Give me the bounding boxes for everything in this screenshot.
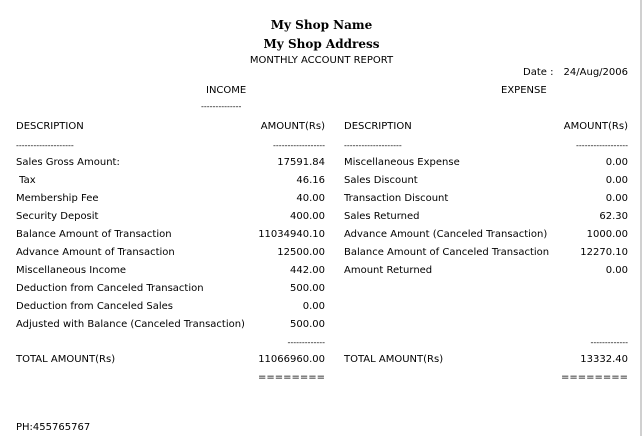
shop-address: My Shop Address	[263, 37, 380, 51]
expense-row-amount: 12270.10	[580, 247, 628, 258]
income-row-description: Miscellaneous Income	[16, 265, 127, 276]
income-total-label: TOTAL AMOUNT(Rs)	[16, 354, 116, 365]
total-equals-row	[0, 372, 643, 384]
income-row-description: Deduction from Canceled Transaction	[16, 283, 204, 294]
income-col-description: DESCRIPTION	[16, 121, 84, 132]
expense-amount-dash: ------------------	[576, 141, 628, 150]
income-row-amount: 500.00	[290, 319, 325, 330]
income-row-description: Membership Fee	[16, 193, 99, 204]
column-header-dash-row	[0, 140, 643, 152]
income-row-amount: 12500.00	[277, 247, 325, 258]
income-total-equals: ========	[257, 372, 325, 383]
table-row	[0, 319, 643, 331]
income-row-amount: 400.00	[290, 211, 325, 222]
footer-phone: PH:455765767	[16, 422, 91, 433]
shop-name: My Shop Name	[270, 18, 373, 32]
expense-row-description: Amount Returned	[344, 265, 433, 276]
expense-total-dash: -------------	[590, 338, 628, 347]
income-title: INCOME	[206, 85, 247, 96]
income-desc-dash: --------------------	[16, 141, 74, 150]
income-col-amount: AMOUNT(Rs)	[260, 121, 325, 132]
expense-row-description: Advance Amount (Canceled Transaction)	[344, 229, 548, 240]
income-row-amount: 11034940.10	[258, 229, 325, 240]
income-row-amount: 46.16	[296, 175, 325, 186]
table-row	[0, 283, 643, 295]
expense-row-amount: 0.00	[605, 265, 628, 276]
income-row-description: Deduction from Canceled Sales	[16, 301, 173, 312]
expense-row-description: Transaction Discount	[344, 193, 449, 204]
income-row-amount: 40.00	[296, 193, 325, 204]
income-row-description: Sales Gross Amount:	[16, 157, 120, 168]
table-row	[0, 247, 643, 259]
income-row-description: Balance Amount of Transaction	[16, 229, 172, 240]
expense-row-amount: 0.00	[605, 157, 628, 168]
income-amount-dash: ------------------	[273, 141, 325, 150]
page-edge-divider	[640, 0, 642, 436]
total-dash-row	[0, 337, 643, 349]
expense-col-description: DESCRIPTION	[344, 121, 412, 132]
table-row	[0, 229, 643, 241]
income-row-description: Adjusted with Balance (Canceled Transaction)	[16, 319, 245, 330]
income-row-amount: 500.00	[290, 283, 325, 294]
expense-row-amount: 0.00	[605, 193, 628, 204]
expense-total-label: TOTAL AMOUNT(Rs)	[344, 354, 444, 365]
table-row	[0, 265, 643, 277]
date-label: Date :	[523, 67, 554, 78]
table-row	[0, 175, 643, 187]
income-row-description: Advance Amount of Transaction	[16, 247, 175, 258]
expense-total-value: 13332.40	[580, 354, 628, 365]
expense-row-amount: 1000.00	[586, 229, 628, 240]
income-total-dash: -------------	[287, 338, 325, 347]
income-row-description: Tax	[16, 175, 36, 186]
expense-total-equals: ========	[560, 372, 628, 383]
income-title-underline: --------------	[201, 102, 242, 111]
income-row-amount: 442.00	[290, 265, 325, 276]
income-row-description: Security Deposit	[16, 211, 99, 222]
expense-row-description: Miscellaneous Expense	[344, 157, 460, 168]
income-row-amount: 0.00	[302, 301, 325, 312]
report-title: MONTHLY ACCOUNT REPORT	[249, 55, 394, 66]
expense-col-amount: AMOUNT(Rs)	[563, 121, 628, 132]
table-row	[0, 157, 643, 169]
expense-desc-dash: --------------------	[344, 141, 402, 150]
expense-row-description: Sales Discount	[344, 175, 418, 186]
table-row	[0, 193, 643, 205]
expense-row-description: Balance Amount of Canceled Transaction	[344, 247, 550, 258]
expense-row-description: Sales Returned	[344, 211, 420, 222]
expense-row-amount: 62.30	[599, 211, 628, 222]
income-total-value: 11066960.00	[258, 354, 325, 365]
column-header-row	[0, 121, 643, 133]
table-row	[0, 211, 643, 223]
total-row	[0, 354, 643, 366]
expense-row-amount: 0.00	[605, 175, 628, 186]
date-value: 24/Aug/2006	[563, 67, 628, 78]
income-row-amount: 17591.84	[277, 157, 325, 168]
table-row	[0, 301, 643, 313]
expense-title: EXPENSE	[501, 85, 547, 96]
